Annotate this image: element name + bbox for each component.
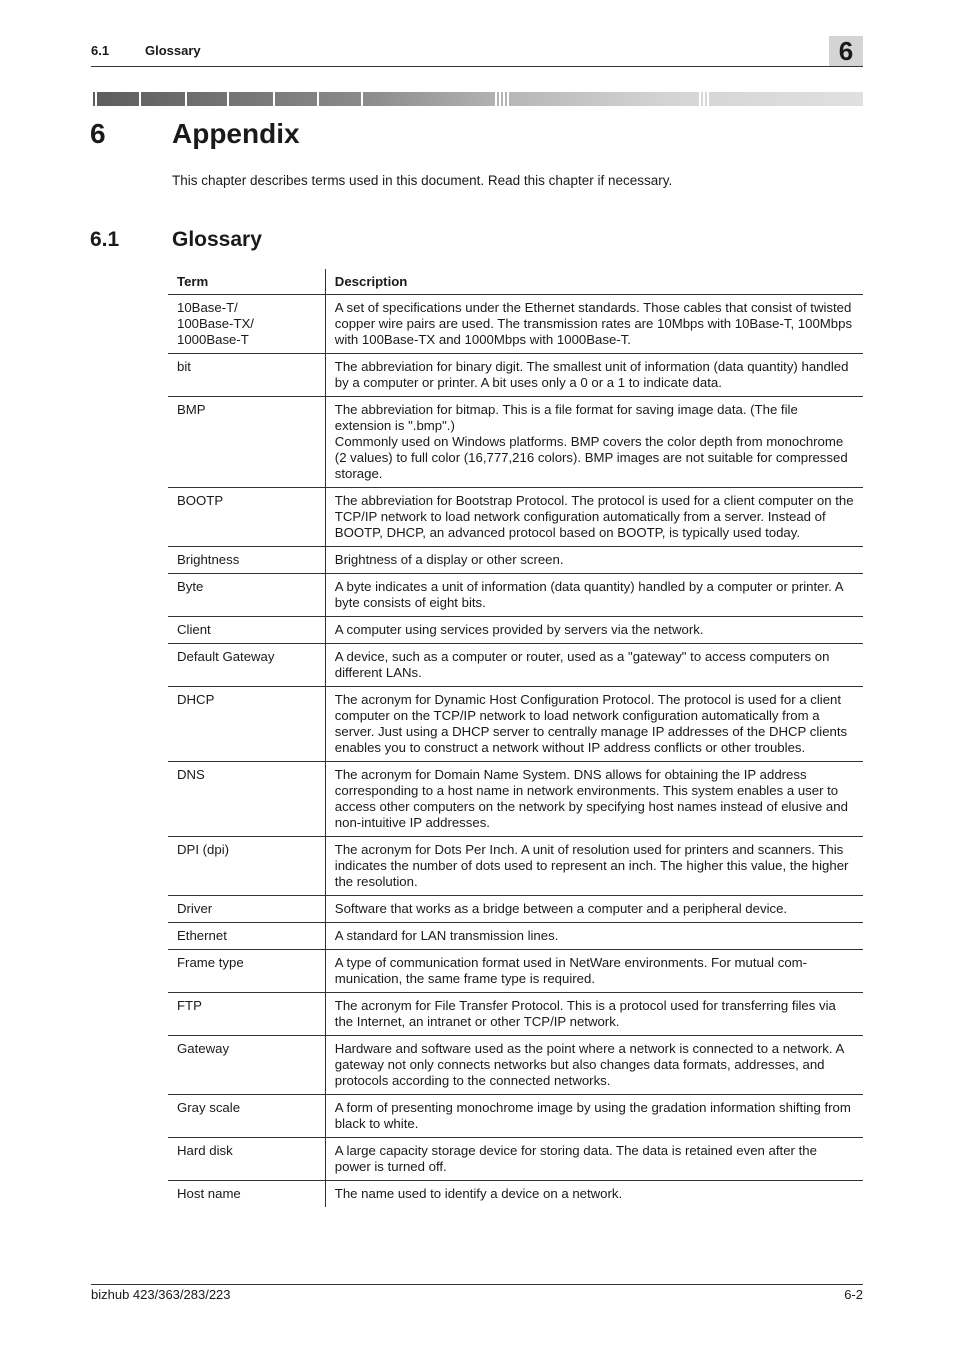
- glossary-table: [168, 269, 863, 1207]
- bar-divider: [361, 92, 363, 106]
- column-header-description: Description: [325, 269, 863, 295]
- footer-page-number: 6-2: [844, 1287, 863, 1302]
- table-header-row: [168, 269, 863, 295]
- bar-divider: [273, 92, 275, 106]
- term-cell: Gray scale: [168, 1095, 325, 1138]
- description-cell: Brightness of a display or other screen.: [325, 547, 863, 574]
- table-row: [168, 762, 863, 837]
- term-cell: Client: [168, 617, 325, 644]
- chapter-title: Appendix: [172, 118, 300, 149]
- section-title: Glossary: [172, 228, 262, 251]
- table-row: [168, 617, 863, 644]
- description-cell: A standard for LAN transmission lines.: [325, 923, 863, 950]
- term-cell: Default Gateway: [168, 644, 325, 687]
- table-row: [168, 295, 863, 354]
- term-cell: DHCP: [168, 687, 325, 762]
- footer-rule: [91, 1284, 863, 1285]
- table-row: [168, 1036, 863, 1095]
- table-row: [168, 644, 863, 687]
- bar-divider: [227, 92, 229, 106]
- description-cell: A device, such as a computer or router, used as a "gateway" to access computers on different LANs.: [325, 644, 863, 687]
- term-cell: FTP: [168, 993, 325, 1036]
- bar-divider: [95, 92, 97, 106]
- section-number: 6.1: [90, 228, 120, 251]
- table-row: [168, 993, 863, 1036]
- bar-divider: [185, 92, 187, 106]
- decorative-bar: [91, 92, 863, 106]
- bar-divider: [499, 92, 501, 106]
- table-row: [168, 488, 863, 547]
- bar-divider: [503, 92, 505, 106]
- bar-divider: [317, 92, 319, 106]
- term-cell: Byte: [168, 574, 325, 617]
- description-cell: The abbreviation for binary digit. The smallest unit of information (data quantity) handled by a computer or printer. A bit uses only a 0 or a 1 to indicate data.: [325, 354, 863, 397]
- table-row: [168, 837, 863, 896]
- description-cell: The abbreviation for bitmap. This is a file format for saving image data. (The file extension is ".bmp".) Commonly used on Windows platforms. BMP covers the color depth from monochrome (2 values) to full color (16,777,216 colors). BMP images are not suitable for compressed storage.: [325, 397, 863, 488]
- table-row: [168, 687, 863, 762]
- table-row: [168, 547, 863, 574]
- bar-divider: [91, 92, 93, 106]
- term-cell: Hard disk: [168, 1138, 325, 1181]
- header-section-title: Glossary: [145, 43, 201, 58]
- term-cell: bit: [168, 354, 325, 397]
- table-row: [168, 950, 863, 993]
- table-row: [168, 574, 863, 617]
- description-cell: The acronym for Dots Per Inch. A unit of resolution used for printers and scanners. This indicates the number of dots used to represent an inch. The higher this value, the higher the resolution.: [325, 837, 863, 896]
- description-cell: A set of specifications under the Ethernet standards. Those cables that consist of twisted copper wire pairs are used. The transmission rates are 10Mbps with 10Base-T, 100Mbps with 100Base-TX and 1000Mbps with 1000Base-T.: [325, 295, 863, 354]
- term-cell: BOOTP: [168, 488, 325, 547]
- bar-divider: [495, 92, 497, 106]
- term-cell: Gateway: [168, 1036, 325, 1095]
- bar-divider: [507, 92, 509, 106]
- table-row: [168, 923, 863, 950]
- description-cell: The abbreviation for Bootstrap Protocol. The protocol is used for a client computer on the TCP/IP network to load network configuration automatically from a server. Instead of BOOTP, DHCP, an advanced protocol based on BOOTP, is typically used today.: [325, 488, 863, 547]
- bar-divider: [707, 92, 709, 106]
- header-section-number: 6.1: [91, 43, 110, 58]
- table-row: [168, 1138, 863, 1181]
- description-cell: The acronym for Domain Name System. DNS allows for obtaining the IP address corresponding to a host name in network environments. This system enables a user to access other computers on the network by specifying host names instead of elusive and non-intuitive IP addresses.: [325, 762, 863, 837]
- bar-divider: [139, 92, 141, 106]
- term-cell: Ethernet: [168, 923, 325, 950]
- description-cell: A computer using services provided by servers via the network.: [325, 617, 863, 644]
- description-cell: A form of presenting monochrome image by using the gradation information shifting from black to white.: [325, 1095, 863, 1138]
- glossary-body: [168, 295, 863, 1208]
- table-row: [168, 397, 863, 488]
- description-cell: The acronym for File Transfer Protocol. This is a protocol used for transferring files via the Internet, an intranet or other TCP/IP network.: [325, 993, 863, 1036]
- term-cell: Frame type: [168, 950, 325, 993]
- table-row: [168, 1181, 863, 1208]
- term-cell: 10Base-T/ 100Base-TX/ 1000Base-T: [168, 295, 325, 354]
- chapter-tab: 6: [829, 36, 863, 66]
- chapter-intro: This chapter describes terms used in this document. Read this chapter if necessary.: [172, 173, 673, 188]
- bar-divider: [703, 92, 705, 106]
- description-cell: The name used to identify a device on a network.: [334, 1186, 623, 1201]
- bar-divider: [699, 92, 701, 106]
- description-cell: The acronym for Dynamic Host Configuration Protocol. The protocol is used for a client computer on the TCP/IP network to load network configuration automatically from a server. Just using a DHCP server to centrally manage IP addresses of the DHCP clients enables you to construct a network without IP address conflicts or other troubles.: [325, 687, 863, 762]
- description-cell: Software that works as a bridge between a computer and a peripheral device.: [325, 896, 863, 923]
- description-cell: A type of communication format used in NetWare environments. For mutual communication, the same frame type is required.: [325, 950, 863, 993]
- description-cell: A byte indicates a unit of information (data quantity) handled by a computer or printer. A byte consists of eight bits.: [325, 574, 863, 617]
- table-row: [168, 896, 863, 923]
- description-cell: A large capacity storage device for storing data. The data is retained even after the power is turned off.: [325, 1138, 863, 1181]
- column-header-term: Term: [168, 269, 325, 295]
- term-cell: Brightness: [168, 547, 325, 574]
- term-cell: DNS: [168, 762, 325, 837]
- description-cell: Hardware and software used as the point where a network is connected to a network. A gateway not only connects networks but also changes data formats, addresses, and protocols according to the connected networks.: [325, 1036, 863, 1095]
- term-cell: DPI (dpi): [168, 837, 325, 896]
- term-cell: Host name: [168, 1181, 325, 1208]
- table-row: [168, 354, 863, 397]
- term-cell: BMP: [168, 397, 325, 488]
- chapter-number: 6: [90, 118, 106, 149]
- table-row: [168, 1095, 863, 1138]
- term-cell: Driver: [168, 896, 325, 923]
- running-header: [91, 36, 863, 67]
- footer-model: bizhub 423/363/283/223: [91, 1287, 231, 1302]
